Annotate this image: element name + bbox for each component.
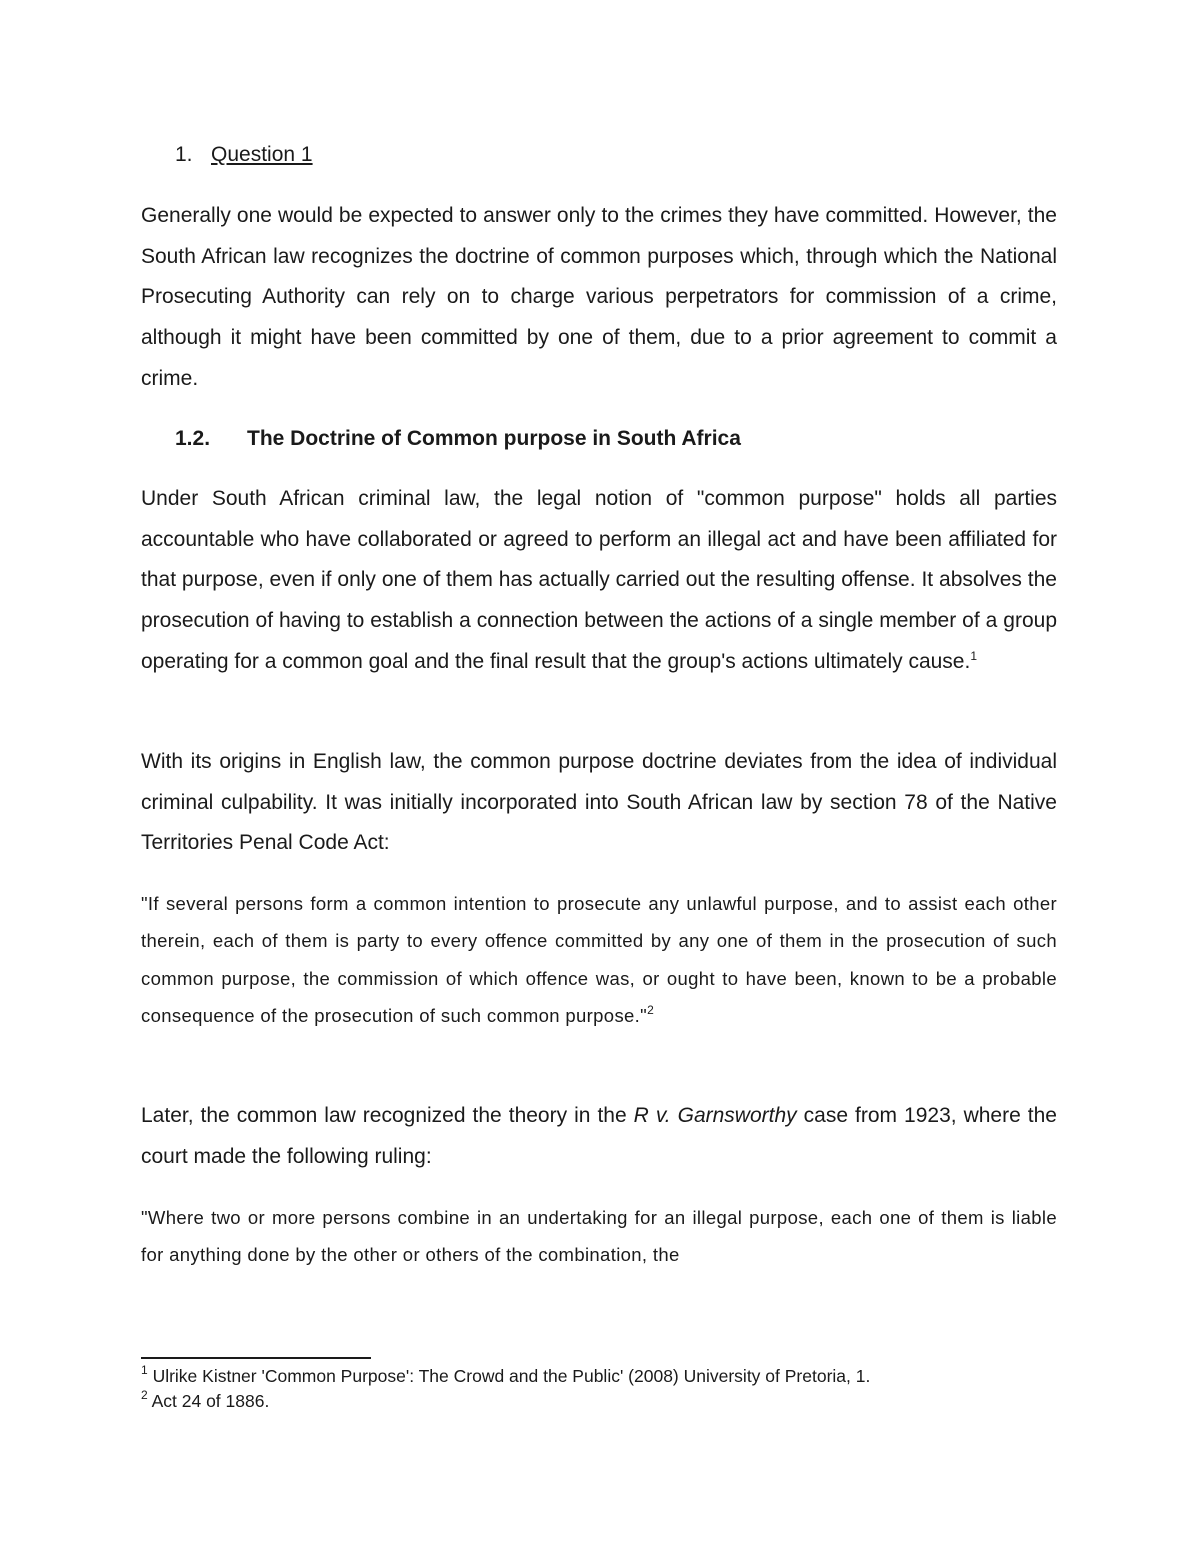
penal-code-quote-text: "If several persons form a common intention to prosecute any unlawful purpose, and to assist each other therein, each of them is party to every offence committed by any one of them in the prosecution of such common purpose, the commission of which offence was, or ought to have been, known to be a probable consequence of the prosecution of such common purpose." (141, 893, 1057, 1026)
penal-code-quote (141, 885, 1057, 1034)
question-title: Question 1 (211, 143, 313, 166)
section-number: 1.2. (175, 427, 211, 450)
garnsworthy-quote: "Where two or more persons combine in an undertaking for an illegal purpose, each one of them is liable for anything done by the other or others of the combination, the (141, 1207, 1057, 1266)
origins-paragraph: With its origins in English law, the common purpose doctrine deviates from the idea of individual criminal culpability. It was initially incorporated into South African law by section 78 of the Native Territories Penal Code Act: (141, 750, 1057, 855)
common-purpose-paragraph (141, 479, 1057, 683)
footnote-ref-2: 2 (647, 1002, 655, 1017)
section-title: The Doctrine of Common purpose in South Africa (247, 427, 741, 450)
intro-paragraph: Generally one would be expected to answer only to the crimes they have committed. However, the South African law recognizes the doctrine of common purposes which, through which the National Prosecuting Authority can rely on to charge various perpetrators for commission of a crime, although it might have been committed by one of them, due to a prior agreement to commit a crime. (141, 204, 1057, 390)
common-purpose-text: Under South African criminal law, the legal notion of "common purpose" holds all parties accountable who have collaborated or agreed to perform an illegal act and have been affiliated for that purpose, even if only one of them has actually carried out the resulting offense. It absolves the prosecution of having to establish a connection between the actions of a single member of a group operating for a common goal and the final result that the group's actions ultimately cause. (141, 487, 1057, 673)
footnote-1: $^1$ Ulrike Kistner 'Common Purpose': The Crowd and the Public' (2008) University of Pretoria, 1. (141, 1363, 871, 1386)
footnote-2: $^2$ Act 24 of 1886. (141, 1388, 270, 1411)
footnote-ref-1: 1 (970, 648, 978, 663)
case-name: R v. Garnsworthy (633, 1104, 797, 1127)
garnsworthy-paragraph: Later, the common law recognized the theory in the R v. Garnsworthy case from 1923, where the court made the following ruling: (141, 1104, 1057, 1168)
question-number: 1. (175, 143, 193, 166)
footnote-separator (141, 1357, 371, 1359)
